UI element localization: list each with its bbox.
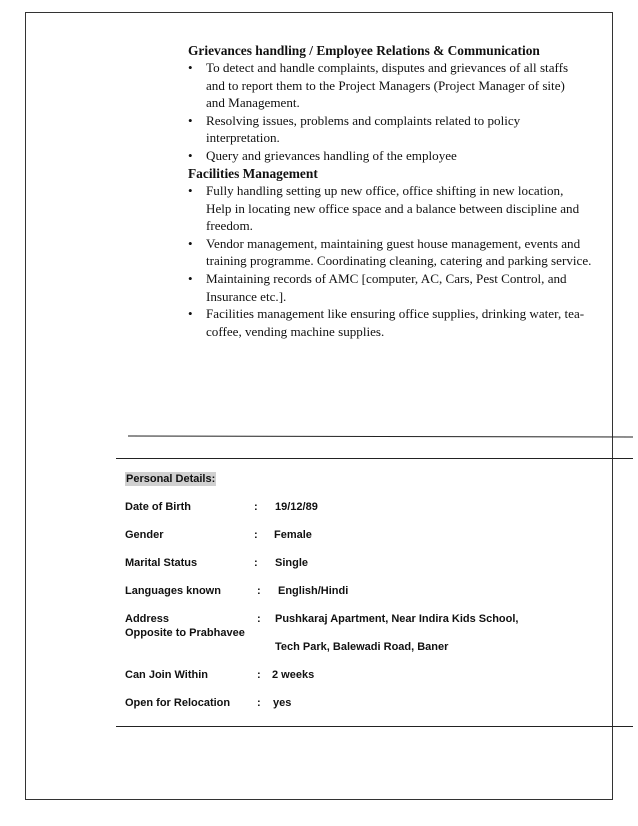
personal-details-heading: Personal Details: <box>126 473 216 485</box>
detail-value: 2 weeks <box>272 669 315 681</box>
detail-colon: : <box>257 613 261 625</box>
detail-colon: : <box>254 501 258 513</box>
detail-value: 19/12/89 <box>275 501 318 513</box>
bullet-icon: • <box>188 306 193 322</box>
detail-label: Marital Status <box>125 557 198 569</box>
bullet-icon: • <box>188 112 193 128</box>
list-item: • To detect and handle complaints, disputes and grievances of all staffs and to report them to the Project Managers (Project Manager of site) and Management. <box>188 60 569 111</box>
divider-line <box>116 726 633 727</box>
bullet-icon: • <box>188 147 193 163</box>
detail-value: yes <box>273 697 292 709</box>
detail-value: Single <box>275 557 309 569</box>
detail-value: Female <box>274 529 312 541</box>
detail-label: Address <box>125 613 170 625</box>
detail-colon: : <box>254 557 258 569</box>
detail-colon: : <box>254 529 258 541</box>
grievances-section <box>188 43 588 165</box>
list-item: • Resolving issues, problems and complaints related to policy interpretation. <box>188 112 521 146</box>
section-title: Grievances handling / Employee Relations & Communication <box>188 43 540 58</box>
detail-label: Date of Birth <box>125 501 191 513</box>
detail-label: Open for Relocation <box>125 697 231 709</box>
detail-value: Tech Park, Balewadi Road, Baner <box>275 641 449 653</box>
detail-label: Opposite to Prabhavee <box>125 627 245 639</box>
list-item: • Query and grievances handling of the employee <box>188 147 457 163</box>
bullet-icon: • <box>188 235 193 251</box>
list-item: • Vendor management, maintaining guest house management, events and training programme. Coordinating cleaning, catering and parking service. <box>188 235 592 269</box>
bullet-icon: • <box>188 183 193 198</box>
detail-value: Pushkaraj Apartment, Near Indira Kids School, <box>275 613 519 625</box>
list-item: • Facilities management like ensuring office supplies, drinking water, tea-coffee, vending machine supplies. <box>188 306 585 339</box>
section-title: Facilities Management <box>188 166 318 181</box>
detail-colon: : <box>257 697 261 709</box>
list-item: • Fully handling setting up new office, office shifting in new location, Help in locating new office space and a balance between discipline and freedom. <box>188 183 580 234</box>
facilities-section <box>188 166 592 340</box>
divider-line <box>116 458 633 459</box>
bullet-icon: • <box>188 60 193 75</box>
detail-colon: : <box>257 669 261 681</box>
detail-colon: : <box>257 585 261 597</box>
detail-value: English/Hindi <box>278 585 349 597</box>
detail-label: Languages known <box>125 585 221 597</box>
detail-label: Gender <box>125 529 164 541</box>
list-item: • Maintaining records of AMC [computer, AC, Cars, Pest Control, and Insurance etc.]. <box>188 270 567 304</box>
bullet-icon: • <box>188 270 193 286</box>
detail-label: Can Join Within <box>125 669 209 681</box>
